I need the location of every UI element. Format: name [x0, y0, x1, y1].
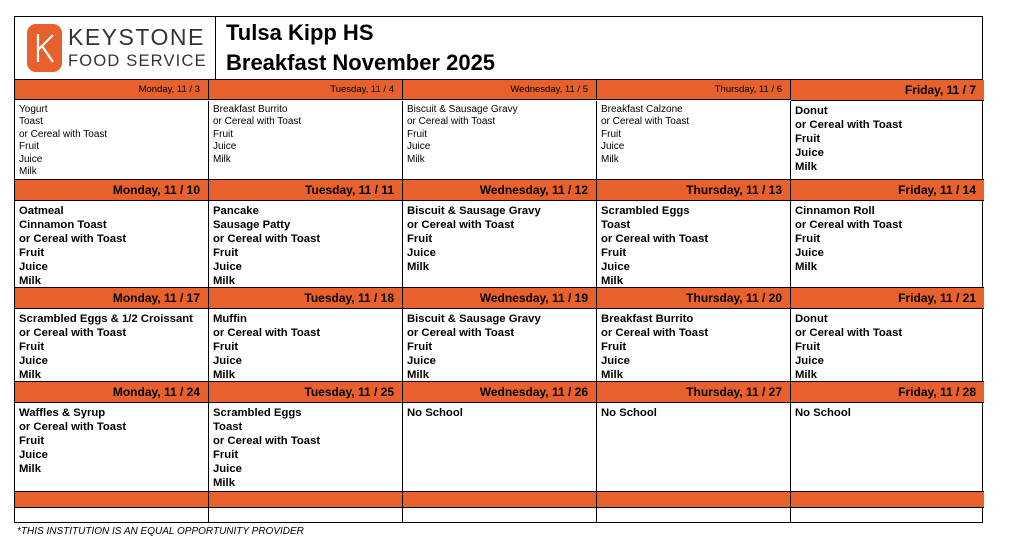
menu-item: or Cereal with Toast	[213, 116, 302, 128]
school-title: Tulsa Kipp HS	[226, 20, 374, 45]
menu-item: Cinnamon Roll	[795, 205, 875, 217]
menu-item: Juice	[19, 355, 48, 367]
day-menu	[15, 101, 209, 180]
menu-item: or Cereal with Toast	[213, 233, 321, 245]
day-header: Friday, 11 / 7	[791, 80, 984, 101]
menu-item: Fruit	[213, 128, 233, 140]
menu-item: Cinnamon Toast	[19, 219, 107, 231]
menu-title: Breakfast November 2025	[226, 50, 496, 75]
day-menu	[209, 201, 403, 288]
menu-item: Milk	[407, 369, 429, 381]
menu-item: Juice	[19, 261, 48, 273]
menu-item: Breakfast Burrito	[213, 104, 288, 115]
day-menu	[209, 309, 403, 382]
menu-item: Waffles & Syrup	[19, 407, 106, 419]
menu-item: Milk	[19, 369, 41, 381]
menu-item: Juice	[19, 449, 48, 461]
day-header: Monday, 11 / 3	[15, 80, 209, 100]
day-header: Friday, 11 / 21	[791, 288, 984, 309]
day-menu	[403, 101, 597, 180]
menu-item: or Cereal with Toast	[407, 116, 496, 128]
menu-item: Scrambled Eggs	[601, 205, 690, 217]
menu-item: Fruit	[601, 341, 627, 353]
logo-line2: FOOD SERVICE	[68, 52, 207, 71]
day-header: Tuesday, 11 / 11	[209, 180, 403, 201]
day-header: Wednesday, 11 / 19	[403, 288, 597, 309]
menu-item: Milk	[213, 275, 235, 287]
menu-item: Donut	[795, 313, 828, 325]
menu-item: Juice	[19, 153, 43, 165]
menu-item: Biscuit & Sausage Gravy	[407, 205, 541, 217]
day-header: Monday, 11 / 24	[15, 382, 209, 403]
day-menu	[597, 403, 791, 492]
menu-item: Fruit	[601, 128, 621, 140]
day-header: Wednesday, 11 / 26	[403, 382, 597, 403]
day-menu	[15, 201, 209, 288]
menu-item: Fruit	[213, 449, 239, 461]
logo-line1: KEYSTONE	[68, 24, 205, 51]
menu-item: Milk	[407, 261, 429, 273]
day-menu	[791, 309, 984, 382]
menu-item: Juice	[795, 355, 824, 367]
menu-item: or Cereal with Toast	[213, 327, 321, 339]
menu-item: Fruit	[19, 435, 45, 447]
k-logo-icon	[27, 24, 62, 72]
menu-item: or Cereal with Toast	[407, 219, 515, 231]
menu-item: Donut	[795, 105, 828, 117]
day-header: Monday, 11 / 10	[15, 180, 209, 201]
empty-header-cell	[15, 492, 209, 508]
day-menu	[597, 101, 791, 180]
menu-item: Milk	[601, 369, 623, 381]
menu-item: or Cereal with Toast	[19, 128, 108, 140]
menu-item: Juice	[601, 355, 630, 367]
menu-item: Milk	[795, 161, 817, 173]
menu-item: Fruit	[19, 341, 45, 353]
menu-item: Milk	[407, 153, 425, 165]
day-header: Tuesday, 11 / 25	[209, 382, 403, 403]
day-header: Thursday, 11 / 27	[597, 382, 791, 403]
empty-cell	[15, 508, 209, 522]
empty-cell	[791, 508, 984, 522]
empty-cell	[209, 508, 403, 522]
day-menu	[791, 101, 984, 180]
menu-item: Fruit	[407, 128, 427, 140]
menu-item: Fruit	[795, 341, 821, 353]
menu-item: Milk	[795, 369, 817, 381]
day-header: Wednesday, 11 / 5	[403, 80, 597, 100]
menu-item: Fruit	[19, 141, 39, 153]
menu-item: Milk	[795, 261, 817, 273]
menu-item: Juice	[407, 355, 436, 367]
menu-item: Juice	[407, 247, 436, 259]
menu-item: Toast	[601, 219, 631, 231]
empty-header-cell	[791, 492, 984, 508]
menu-item: Juice	[601, 261, 630, 273]
menu-item: or Cereal with Toast	[795, 119, 903, 131]
menu-item: Juice	[213, 261, 242, 273]
menu-item: Juice	[213, 463, 242, 475]
menu-item: Scrambled Eggs	[213, 407, 302, 419]
day-menu	[209, 403, 403, 492]
day-menu	[403, 403, 597, 492]
menu-item: Scrambled Eggs & 1/2 Croissant	[19, 313, 193, 325]
menu-item: or Cereal with Toast	[407, 327, 515, 339]
menu-item: Milk	[601, 275, 623, 287]
menu-item: Fruit	[795, 133, 821, 145]
day-menu	[209, 101, 403, 180]
menu-item: Breakfast Burrito	[601, 313, 694, 325]
empty-cell	[403, 508, 597, 522]
menu-grid	[15, 80, 982, 522]
menu-item: Pancake	[213, 205, 259, 217]
menu-item: Milk	[213, 477, 235, 489]
menu-calendar	[14, 16, 983, 523]
menu-item: Yogurt	[19, 104, 48, 115]
day-menu	[403, 309, 597, 382]
day-header: Tuesday, 11 / 4	[209, 80, 403, 100]
menu-item: No School	[601, 407, 657, 419]
day-header: Thursday, 11 / 13	[597, 180, 791, 201]
menu-item: or Cereal with Toast	[601, 233, 709, 245]
menu-item: Juice	[407, 141, 431, 153]
menu-item: No School	[407, 407, 463, 419]
menu-item: or Cereal with Toast	[795, 219, 903, 231]
day-header: Monday, 11 / 17	[15, 288, 209, 309]
menu-item: Milk	[19, 275, 41, 287]
day-menu	[791, 201, 984, 288]
menu-item: or Cereal with Toast	[213, 435, 321, 447]
day-header: Friday, 11 / 14	[791, 180, 984, 201]
day-header: Friday, 11 / 28	[791, 382, 984, 403]
menu-item: or Cereal with Toast	[19, 327, 127, 339]
empty-header-cell	[209, 492, 403, 508]
menu-item: or Cereal with Toast	[601, 327, 709, 339]
menu-item: No School	[795, 407, 851, 419]
menu-item: Fruit	[601, 247, 627, 259]
day-menu	[15, 403, 209, 492]
menu-item: Breakfast Calzone	[601, 104, 683, 115]
day-header: Wednesday, 11 / 12	[403, 180, 597, 201]
menu-item: Biscuit & Sausage Gravy	[407, 313, 541, 325]
day-menu	[403, 201, 597, 288]
keystone-logo	[15, 17, 215, 79]
day-header: Tuesday, 11 / 18	[209, 288, 403, 309]
menu-item: Muffin	[213, 313, 247, 325]
menu-item: Milk	[19, 463, 41, 475]
menu-item: Biscuit & Sausage Gravy	[407, 104, 518, 115]
empty-header-cell	[597, 492, 791, 508]
day-menu	[597, 309, 791, 382]
menu-item: or Cereal with Toast	[795, 327, 903, 339]
menu-item: Oatmeal	[19, 205, 64, 217]
menu-item: Juice	[213, 355, 242, 367]
menu-item: Juice	[795, 247, 824, 259]
menu-item: Fruit	[19, 247, 45, 259]
menu-item: Sausage Patty	[213, 219, 291, 231]
calendar-header	[15, 17, 982, 80]
menu-item: Milk	[601, 153, 619, 165]
menu-item: Milk	[213, 153, 231, 165]
menu-item: Fruit	[795, 233, 821, 245]
menu-item: Toast	[213, 421, 243, 433]
menu-item: Toast	[19, 116, 43, 128]
day-menu	[597, 201, 791, 288]
menu-item: Juice	[795, 147, 824, 159]
day-header: Thursday, 11 / 6	[597, 80, 791, 100]
menu-item: or Cereal with Toast	[19, 233, 127, 245]
menu-item: Fruit	[213, 247, 239, 259]
empty-cell	[597, 508, 791, 522]
menu-item: Fruit	[407, 341, 433, 353]
empty-header-cell	[403, 492, 597, 508]
day-menu	[15, 309, 209, 382]
menu-item: Juice	[213, 141, 237, 153]
menu-item: Milk	[213, 369, 235, 381]
menu-item: Juice	[601, 141, 625, 153]
menu-item: or Cereal with Toast	[601, 116, 690, 128]
footer-note: *THIS INSTITUTION IS AN EQUAL OPPORTUNITY PROVIDER	[17, 526, 304, 537]
menu-item: Fruit	[407, 233, 433, 245]
day-menu	[791, 403, 984, 492]
menu-item: Milk	[19, 166, 37, 178]
menu-item: Fruit	[213, 341, 239, 353]
day-header: Thursday, 11 / 20	[597, 288, 791, 309]
menu-item: or Cereal with Toast	[19, 421, 127, 433]
